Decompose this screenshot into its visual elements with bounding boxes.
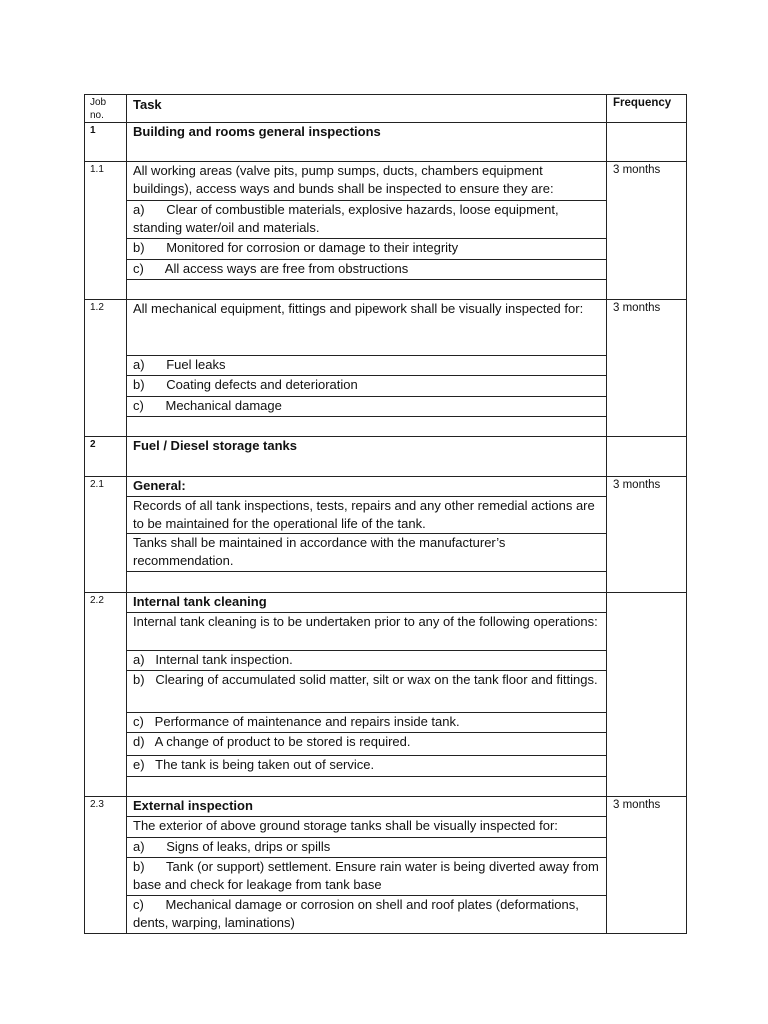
task-cell <box>126 732 607 756</box>
task-cell-text: Internal tank cleaning <box>133 594 267 609</box>
header-job-no-text: Job no. <box>90 97 107 121</box>
task-cell <box>126 355 607 376</box>
header-task-text: Task <box>133 97 162 112</box>
task-cell-text: External inspection <box>133 798 253 813</box>
task-cell <box>126 857 607 896</box>
task-cell-text: a) Signs of leaks, drips or spills <box>133 839 331 854</box>
task-cell-text: b) Clearing of accumulated solid matter, silt or wax on the tank floor and fittings. <box>133 672 598 687</box>
task-cell <box>126 122 607 162</box>
task-cell <box>126 895 607 934</box>
header-task <box>126 94 607 123</box>
task-cell-text: The exterior of above ground storage tanks shall be visually inspected for: <box>133 818 558 833</box>
task-cell <box>126 712 607 733</box>
task-cell <box>126 396 607 417</box>
task-cell <box>126 816 607 838</box>
task-cell-text: c) Mechanical damage <box>133 398 282 413</box>
job-number-cell <box>84 161 127 300</box>
task-cell-text: Tanks shall be maintained in accordance with the manufacturer’s recommendation. <box>133 535 510 568</box>
empty-task-cell <box>126 776 607 797</box>
task-cell-text: Building and rooms general inspections <box>133 124 381 139</box>
frequency-cell <box>606 592 687 797</box>
frequency-cell <box>606 122 687 162</box>
job-number-cell-text: 1.2 <box>90 302 104 313</box>
task-cell-text: c) Performance of maintenance and repairs inside tank. <box>133 714 460 729</box>
empty-task-cell <box>126 416 607 437</box>
task-cell <box>126 496 607 534</box>
task-cell <box>126 375 607 397</box>
job-number-cell <box>84 592 127 797</box>
maintenance-table <box>84 94 686 930</box>
task-cell-text: a) Fuel leaks <box>133 357 226 372</box>
job-number-cell <box>84 122 127 162</box>
task-cell <box>126 612 607 651</box>
job-number-cell-text: 2.2 <box>90 595 104 606</box>
task-cell <box>126 299 607 356</box>
empty-task-cell <box>126 571 607 593</box>
job-number-cell-text: 2.3 <box>90 799 104 810</box>
frequency-cell <box>606 299 687 437</box>
task-cell-text: c) All access ways are free from obstructions <box>133 261 409 276</box>
task-cell <box>126 259 607 280</box>
frequency-cell <box>606 436 687 477</box>
task-cell <box>126 650 607 671</box>
task-cell <box>126 200 607 239</box>
task-cell-text: a) Clear of combustible materials, explosive hazards, loose equipment, standing water/oil and materials. <box>133 202 563 235</box>
task-cell-text: Records of all tank inspections, tests, repairs and any other remedial actions are to be maintained for the operational life of the tank. <box>133 498 599 531</box>
job-number-cell <box>84 476 127 593</box>
task-cell <box>126 755 607 777</box>
frequency-cell-text: 3 months <box>613 302 661 314</box>
job-number-cell-text: 2 <box>90 439 96 450</box>
job-number-cell <box>84 299 127 437</box>
job-number-cell-text: 1 <box>90 125 96 136</box>
task-cell <box>126 837 607 858</box>
frequency-cell <box>606 161 687 300</box>
task-cell <box>126 533 607 572</box>
header-frequency-text: Frequency <box>613 97 672 109</box>
task-cell-text: Fuel / Diesel storage tanks <box>133 438 298 453</box>
task-cell-text: c) Mechanical damage or corrosion on shell and roof plates (deformations, dents, warping, laminations) <box>133 897 583 930</box>
task-cell <box>126 592 607 613</box>
task-cell-text: b) Tank (or support) settlement. Ensure rain water is being diverted away from base and check for leakage from tank base <box>133 859 603 892</box>
job-number-cell <box>84 796 127 934</box>
task-cell-text: a) Internal tank inspection. <box>133 652 293 667</box>
task-cell <box>126 476 607 497</box>
task-cell <box>126 238 607 260</box>
job-number-cell-text: 2.1 <box>90 479 104 490</box>
empty-task-cell <box>126 279 607 300</box>
frequency-cell <box>606 476 687 593</box>
job-number-cell <box>84 436 127 477</box>
task-cell-text: d) A change of product to be stored is required. <box>133 734 411 749</box>
task-cell <box>126 670 607 713</box>
task-cell-text: b) Coating defects and deterioration <box>133 377 358 392</box>
task-cell-text: General: <box>133 478 186 493</box>
frequency-cell-text: 3 months <box>613 164 661 176</box>
header-job-no <box>84 94 127 123</box>
frequency-cell-text: 3 months <box>613 799 661 811</box>
frequency-cell <box>606 796 687 934</box>
task-cell-text: All working areas (valve pits, pump sumps, ducts, chambers equipment buildings), access ways and bunds shall be inspected to ensure they are: <box>133 163 554 196</box>
header-frequency <box>606 94 687 123</box>
job-number-cell-text: 1.1 <box>90 164 104 175</box>
task-cell <box>126 161 607 201</box>
task-cell <box>126 796 607 817</box>
task-cell-text: Internal tank cleaning is to be undertaken prior to any of the following operations: <box>133 614 598 629</box>
task-cell-text: b) Monitored for corrosion or damage to their integrity <box>133 240 459 255</box>
task-cell-text: e) The tank is being taken out of service. <box>133 757 375 772</box>
frequency-cell-text: 3 months <box>613 479 661 491</box>
task-cell <box>126 436 607 477</box>
task-cell-text: All mechanical equipment, fittings and pipework shall be visually inspected for: <box>133 301 584 316</box>
